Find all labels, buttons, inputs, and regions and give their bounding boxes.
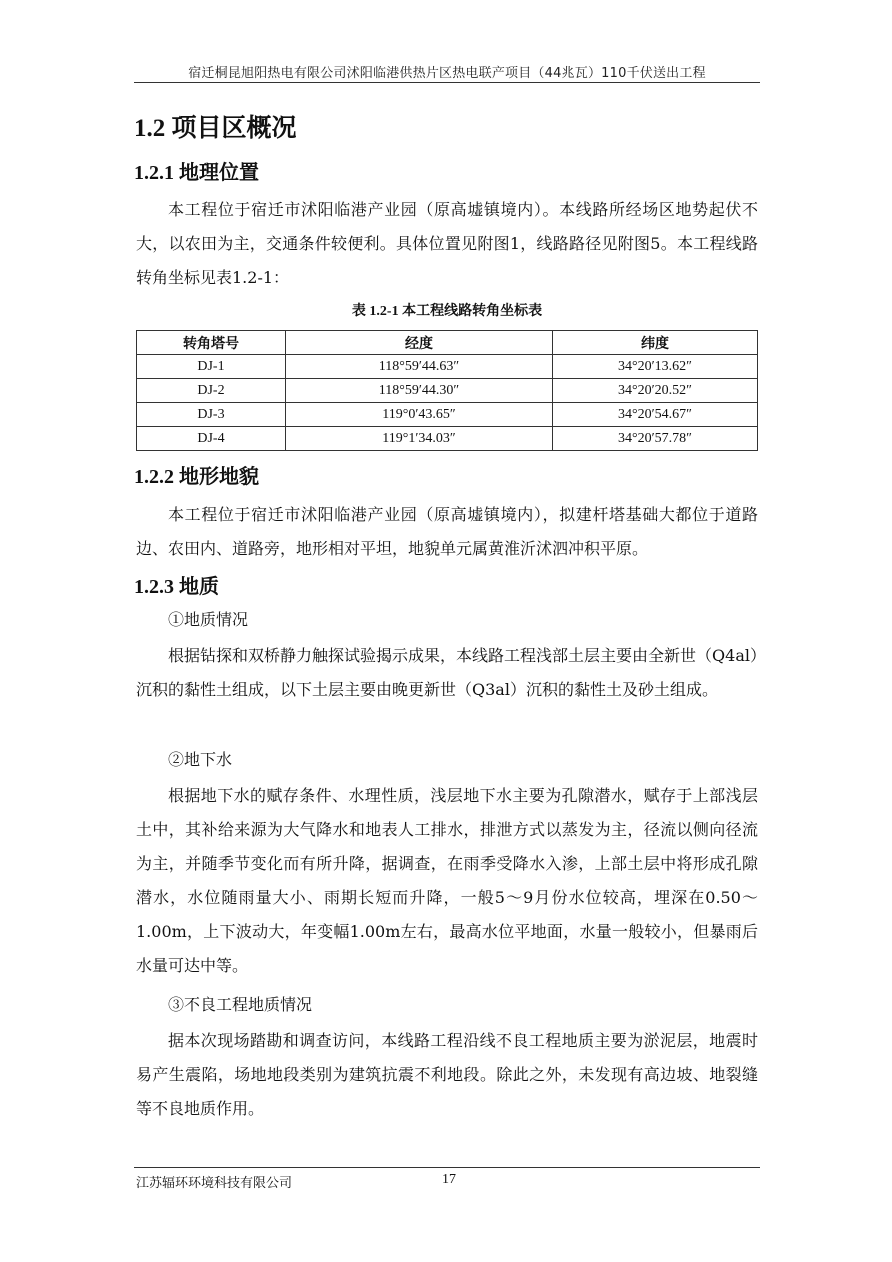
page-number: 17 (442, 1172, 456, 1187)
table-header-cell: 经度 (286, 331, 553, 355)
geology-paragraph-3: 据本次现场踏勘和调查访问，本线路工程沿线不良工程地质主要为淤泥层，地震时易产生震陷，场地地段类别为建筑抗震不利地段。除此之外，未发现有高边坡、地裂缝等不良地质作用。 (136, 1031, 758, 1118)
table-caption: 表 1.2-1 本工程线路转角坐标表 (351, 304, 543, 319)
geology-paragraph-2: 根据地下水的赋存条件、水理性质，浅层地下水主要为孔隙潜水，赋存于上部浅层土中，其补给来源为大气降水和地表人工排水，排泄方式以蒸发为主，径流以侧向径流为主，并随季节变化而有所升降，据调查，在雨季受降水入渗，上部土层中将形成孔隙潜水，水位随雨量大小、雨期长短而升降，一般5～9月份水位较高，埋深在0.50～1.00m，上下波动大，年变幅1.00m左右，最高水位平地面，水量一般较小，但暴雨后水量可达中等。 (136, 786, 758, 975)
geology-subheading-2: ②地下水 (168, 750, 233, 769)
table-cell: 118°59′44.30″ (286, 379, 553, 403)
geology-subheading-1: ①地质情况 (168, 610, 249, 629)
subsection-title-terrain: 1.2.2 地形地貌 (134, 466, 259, 488)
table-cell: 119°0′43.65″ (286, 403, 553, 427)
table-cell: DJ-2 (137, 379, 286, 403)
header-divider (134, 82, 760, 83)
table-row (137, 427, 758, 451)
section-title: 1.2 项目区概况 (134, 115, 297, 142)
footer-company: 江苏辐环环境科技有限公司 (136, 1176, 293, 1191)
table-header-cell: 转角塔号 (137, 331, 286, 355)
subsection-title-location: 1.2.1 地理位置 (134, 162, 259, 184)
geology-paragraph-1: 根据钻探和双桥静力触探试验揭示成果，本线路工程浅部土层主要由全新世（Q4al）沉积的黏性土组成，以下土层主要由晚更新世（Q3al）沉积的黏性土及砂土组成。 (136, 646, 758, 699)
table-row (137, 403, 758, 427)
table-cell: DJ-1 (137, 355, 286, 379)
table-header-row (137, 331, 758, 355)
terrain-paragraph: 本工程位于宿迁市沭阳临港产业园（原高墟镇境内），拟建杆塔基础大都位于道路边、农田内、道路旁，地形相对平坦，地貌单元属黄淮沂沭泗冲积平原。 (136, 505, 758, 558)
table-cell: 119°1′34.03″ (286, 427, 553, 451)
table-cell: 34°20′54.67″ (553, 403, 758, 427)
table-cell: 34°20′20.52″ (553, 379, 758, 403)
geology-subheading-3: ③不良工程地质情况 (168, 995, 313, 1014)
table-cell: DJ-3 (137, 403, 286, 427)
location-paragraph: 本工程位于宿迁市沭阳临港产业园（原高墟镇境内）。本线路所经场区地势起伏不大，以农田为主，交通条件较便利。具体位置见附图1，线路路径见附图5。本工程线路转角坐标见表1.2-1： (136, 200, 758, 287)
table-cell: 34°20′57.78″ (553, 427, 758, 451)
table-cell: 34°20′13.62″ (553, 355, 758, 379)
coordinate-table (136, 330, 758, 451)
table-row (137, 379, 758, 403)
footer-divider (134, 1167, 760, 1168)
subsection-title-geology: 1.2.3 地质 (134, 576, 219, 598)
table-header-cell: 纬度 (553, 331, 758, 355)
table-cell: DJ-4 (137, 427, 286, 451)
page-header: 宿迁桐昆旭阳热电有限公司沭阳临港供热片区热电联产项目（44兆瓦）110千伏送出工程 (188, 66, 706, 81)
table-cell: 118°59′44.63″ (286, 355, 553, 379)
table-row (137, 355, 758, 379)
